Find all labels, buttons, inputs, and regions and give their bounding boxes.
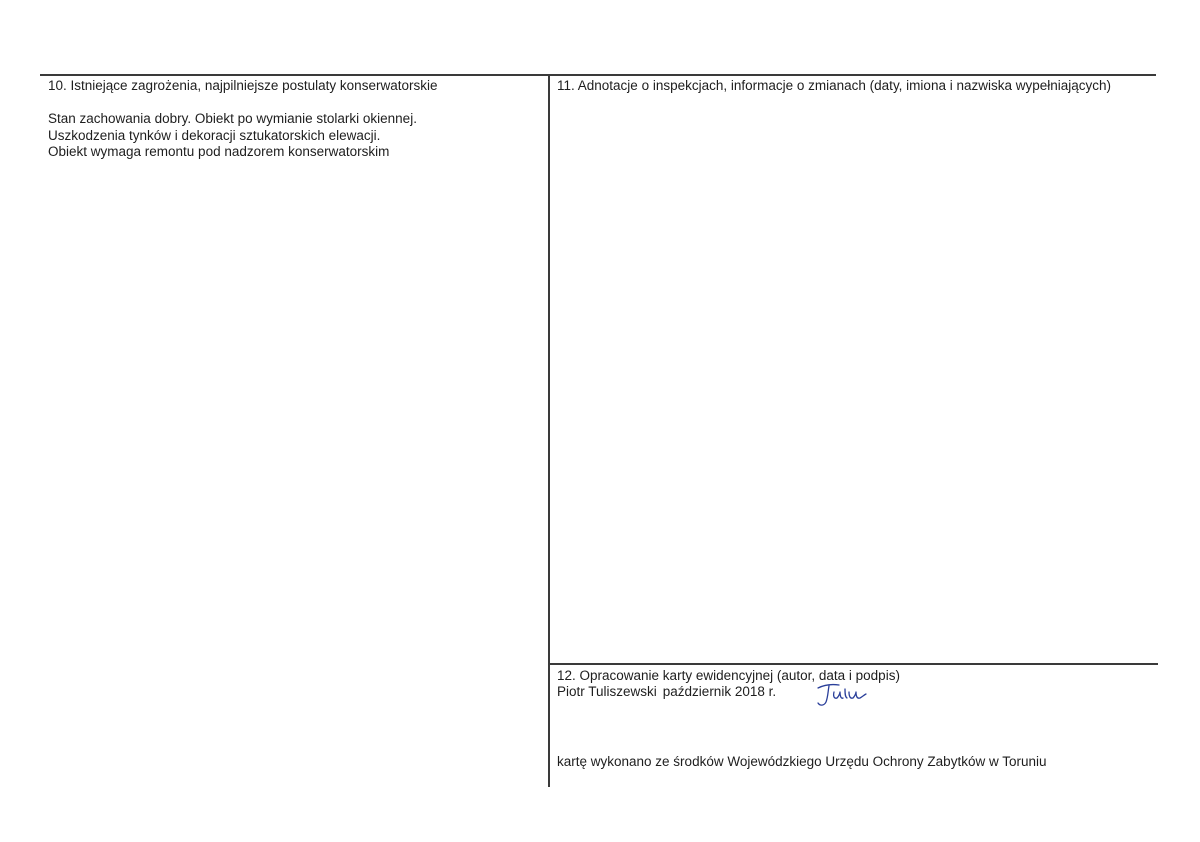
section-10-note-line: Obiekt wymaga remontu pod nadzorem konserwatorskim: [48, 144, 390, 159]
card-date: październik 2018 r.: [662, 684, 777, 699]
section-10-note-line: Uszkodzenia tynków i dekoracji sztukatorskich elewacji.: [48, 127, 381, 143]
section-10-label: 10. Istniejące zagrożenia, najpilniejsze postulaty konserwatorskie: [48, 78, 438, 93]
funding-note: kartę wykonano ze środków Wojewódzkiego Urzędu Ochrony Zabytków w Toruniu: [557, 754, 1047, 769]
section-11-label: 11. Adnotacje o inspekcjach, informacje o zmianach (daty, imiona i nazwiska wypełniających): [557, 78, 1112, 93]
section-10-note-line: Stan zachowania dobry. Obiekt po wymianie stolarki okiennej.: [48, 111, 417, 126]
form-top-rule: [40, 74, 1156, 76]
form-column-divider: [548, 74, 550, 787]
author-date-line: [557, 684, 776, 700]
section-12-top-rule: [548, 663, 1158, 665]
author-name: Piotr Tuliszewski: [557, 684, 657, 699]
section-10-notes: [48, 111, 417, 161]
section-12-label: 12. Opracowanie karty ewidencyjnej (autor, data i podpis): [557, 668, 900, 683]
handwritten-signature: [812, 680, 872, 710]
